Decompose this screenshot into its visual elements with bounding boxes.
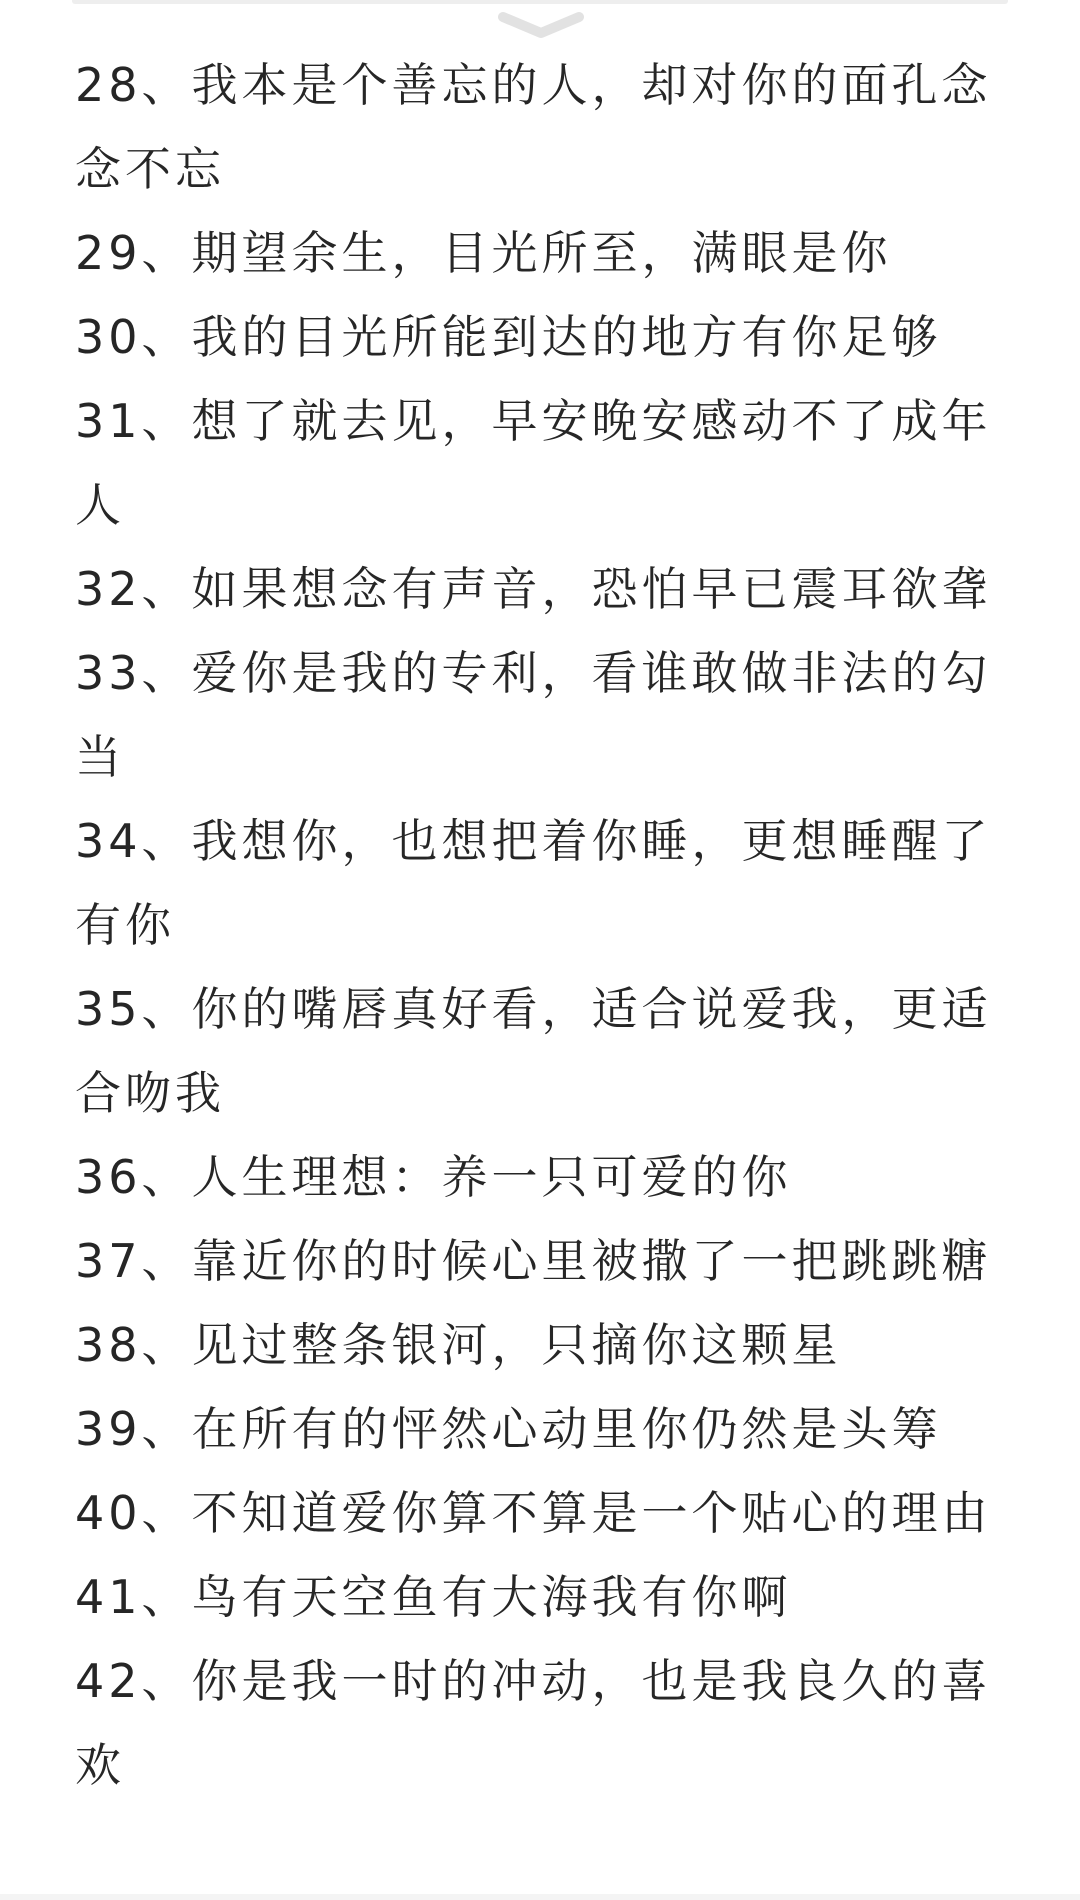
list-item: 37、靠近你的时候心里被撒了一把跳跳糖 bbox=[75, 1234, 992, 1288]
list-item: 29、期望余生，目光所至，满眼是你 bbox=[75, 226, 892, 280]
list-item: 30、我的目光所能到达的地方有你足够 bbox=[75, 310, 942, 364]
list-item: 32、如果想念有声音，恐怕早已震耳欲聋 bbox=[75, 562, 992, 616]
list-item: 38、见过整条银河，只摘你这颗星 bbox=[75, 1318, 842, 1372]
list-item: 40、不知道爱你算不算是一个贴心的理由 bbox=[75, 1486, 992, 1540]
top-divider bbox=[72, 0, 1008, 4]
list-item: 35、你的嘴唇真好看，适合说爱我，更适合吻我 bbox=[75, 982, 992, 1120]
list-item: 31、想了就去见，早安晚安感动不了成年人 bbox=[75, 394, 992, 532]
chevron-down-icon[interactable] bbox=[495, 8, 587, 42]
list-item: 34、我想你，也想把着你睡，更想睡醒了有你 bbox=[75, 814, 992, 952]
list-item: 36、人生理想：养一只可爱的你 bbox=[75, 1150, 792, 1204]
list-item: 33、爱你是我的专利，看谁敢做非法的勾当 bbox=[75, 646, 992, 784]
list-item: 41、鸟有天空鱼有大海我有你啊 bbox=[75, 1570, 792, 1624]
list-item: 42、你是我一时的冲动，也是我良久的喜欢 bbox=[75, 1654, 992, 1792]
bottom-divider bbox=[0, 1894, 1080, 1900]
sentence-list bbox=[75, 43, 1015, 1807]
list-item: 39、在所有的怦然心动里你仍然是头筹 bbox=[75, 1402, 942, 1456]
list-item: 28、我本是个善忘的人，却对你的面孔念念不忘 bbox=[75, 58, 992, 196]
